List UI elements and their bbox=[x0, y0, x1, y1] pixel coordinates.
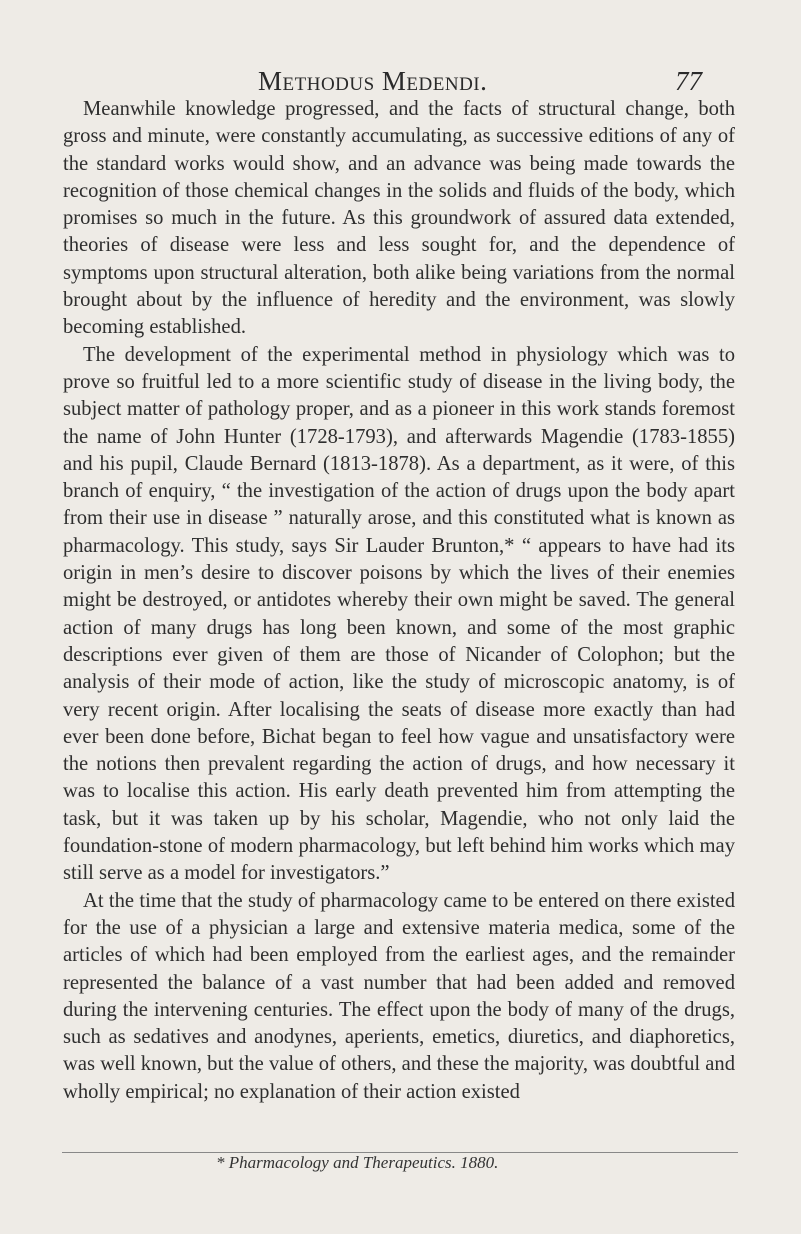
paragraph: At the time that the study of pharmacology came to be entered on there existed for the use of a physician a large and extensive materia medica, some of the articles of which had been employed from the earliest ages, and the remainder represented the balance of a vast number that had been added and removed during the intervening centuries. The effect upon the body of many of the drugs, such as sedatives and anodynes, aperients, emetics, diuretics, and diaphoretics, was well known, but the value of others, and these the majority, was doubtful and wholly empirical; no explanation of their action existed bbox=[63, 889, 735, 1103]
body-text bbox=[63, 96, 735, 1106]
paragraph: The development of the experimental method in physiology which was to prove so fruitful led to a more scientific study of disease in the living body, the subject matter of pathology proper, and as a pioneer in this work stands foremost the name of John Hunter (1728-1793), and afterwards Magendie (1783-1855) and his pupil, Claude Bernard (1813-1878). As a department, as it were, of this branch of enquiry, “ the investigation of the action of drugs upon the body apart from their use in disease ” naturally arose, and this constituted what is known as pharmacology. This study, says Sir Lauder Brunton,* “ appears to have had its origin in men’s desire to discover poisons by which the lives of their enemies might be destroyed, or antidotes whereby their own might be saved. The general action of many drugs has long been known, and some of the most graphic descriptions ever given of them are those of Nicander of Colophon; but the analysis of their mode of action, like the study of microscopic anatomy, is of very recent origin. After localising the seats of disease more exactly than had ever been done before, Bichat began to feel how vague and unsatisfactory were the notions then prevalent regarding the action of drugs, and how necessary it was to localise this action. His early death prevented him from attempting the task, but it was taken up by his scholar, Magendie, who not only laid the foundation-stone of modern pharmacology, but left behind him works which may still serve as a model for investigators.” bbox=[63, 343, 735, 885]
page-number: 77 bbox=[675, 66, 702, 96]
footnote: * Pharmacology and Therapeutics. 1880. bbox=[216, 1153, 499, 1172]
running-head: Methodus Medendi. bbox=[258, 66, 488, 96]
paragraph: Meanwhile knowledge progressed, and the facts of structural change, both gross and minute, were constantly accumulating, as successive editions of any of the standard works would show, and an advance was being made towards the recognition of those chemical changes in the solids and fluids of the body, which promises so much in the future. As this groundwork of assured data extended, theories of disease were less and less sought for, and the dependence of symptoms upon structural alteration, both alike being variations from the normal brought about by the influence of heredity and the environment, was slowly becoming established. bbox=[63, 98, 735, 339]
